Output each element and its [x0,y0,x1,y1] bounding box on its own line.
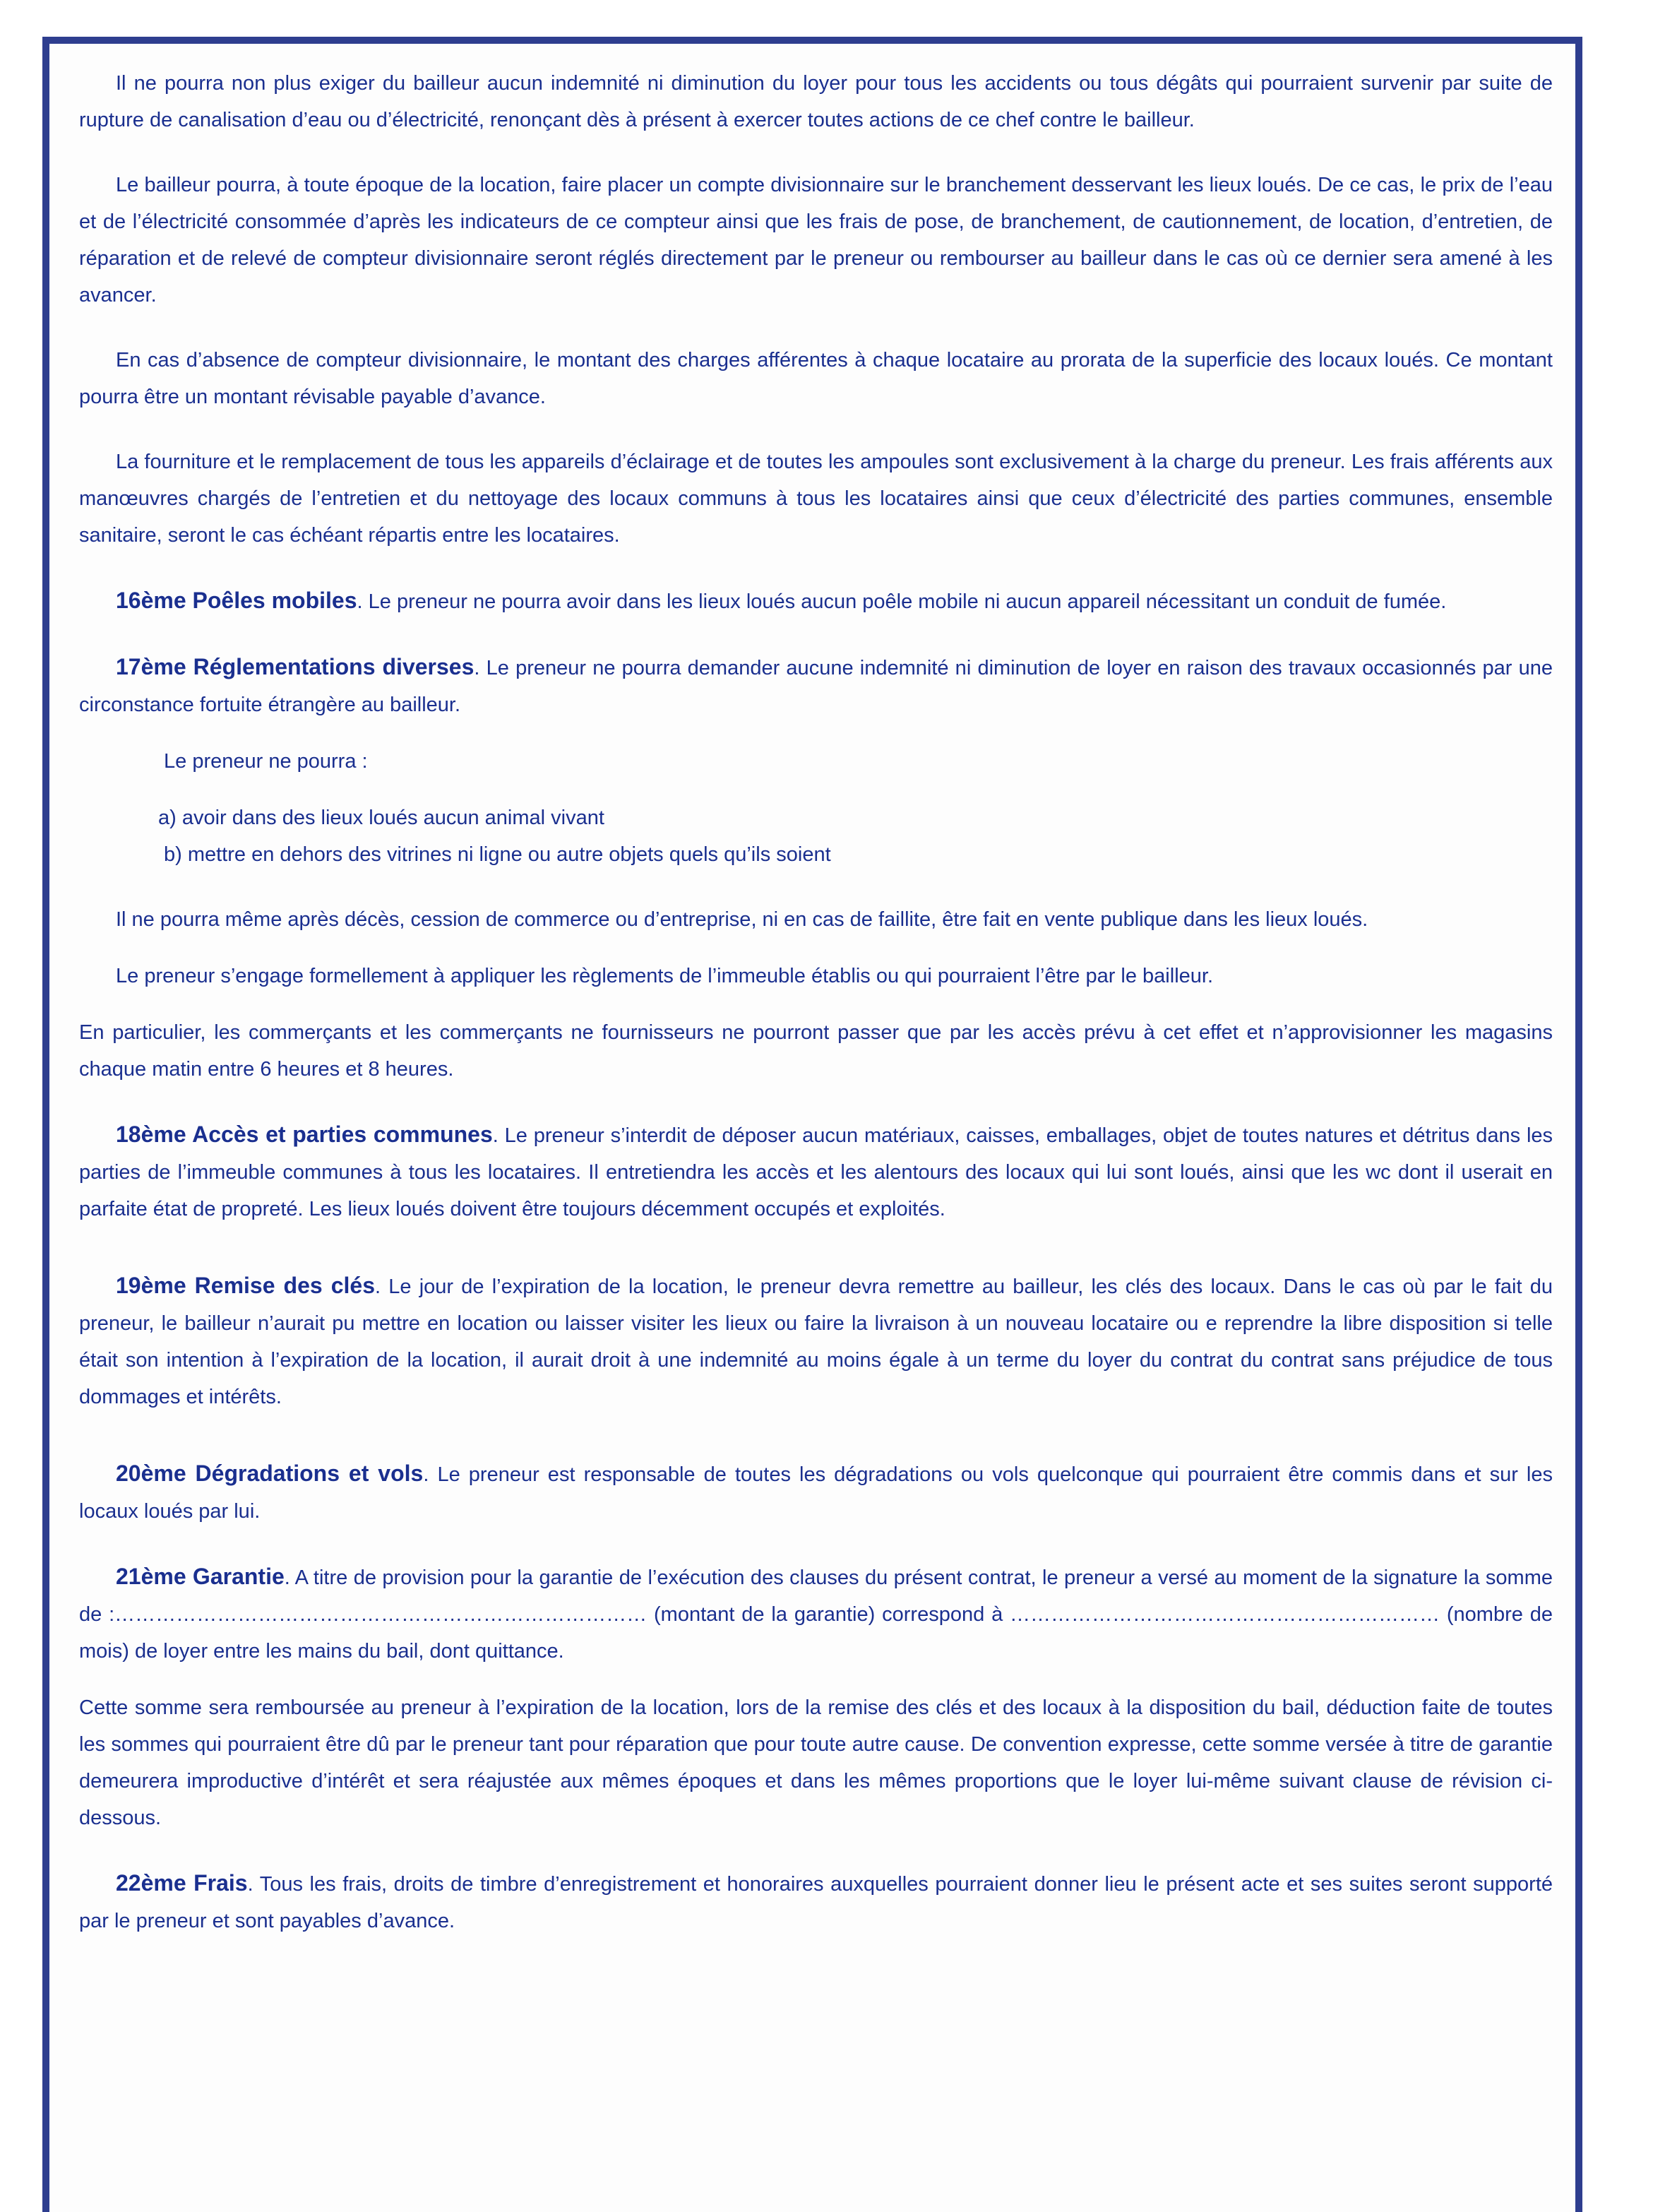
clause-20-text: . Le preneur est responsable de toutes les dégradations ou vols quelconque qui pourraient être commis dans et sur les locaux loués par lui. [79,1463,1553,1523]
clause-18 [79,1116,1553,1227]
paragraph-divisional-meter: Le bailleur pourra, à toute époque de la location, faire placer un compte divisionnaire sur le branchement desservant les lieux loués. De ce cas, le prix de l’eau et de l’électricité consommée d’après les indicateurs de ce compteur ainsi que les frais de pose, de branchement, de cautionnement, de location, d’entretien, de réparation et de relevé de compteur divisionnaire seront réglés directement par le preneur ou rembourser au bailleur dans le cas où ce dernier sera amené à les avancer. [79,174,1553,307]
clause-21-text: . A titre de provision pour la garantie de l’exécution des clauses du présent contrat, le preneur a versé au moment de la signature la somme de :…………………………………………………………………… (montant de la garantie) correspond à ……………………………………………………… (nombre de mois) de loyer entre les mains du bail, dont quittance. [79,1566,1553,1663]
clause-21-title: 21ème Garantie [116,1564,285,1589]
clause-17-title: 17ème Réglementations diverses [116,654,475,679]
clause-22-text: . Tous les frais, droits de timbre d’enregistrement et honoraires auxquelles pourraient donner lieu le présent acte et ses suites seront supporté par le preneur et sont payables d’avance. [79,1873,1553,1932]
clause-22 [79,1865,1553,1939]
clause-20-title: 20ème Dégradations et vols [116,1461,424,1486]
clause-18-text: . Le preneur s’interdit de déposer aucun matériaux, caisses, emballages, objet de toutes natures et détritus dans les parties de l’immeuble communes à tous les locataires. Il entretiendra les accès et les alentours des locaux qui lui sont loués, ainsi que les wc dont il userait en parfaite état de propreté. Les lieux loués doivent être toujours décemment occupés et exploités. [79,1124,1553,1220]
paragraph-no-meter: En cas d’absence de compteur divisionnaire, le montant des charges afférentes à chaque locataire au prorata de la superficie des locaux loués. Ce montant pourra être un montant révisable payable d’avance. [79,349,1553,408]
clause-17 [79,648,1553,723]
paragraph-lighting-supplies: La fourniture et le remplacement de tous les appareils d’éclairage et de toutes les ampoules sont exclusivement à la charge du preneur. Les frais afférents aux manœuvres chargés de l’entretien et du nettoyage des locaux communs à tous les locataires ainsi que ceux d’électricité des parties communes, ensemble sanitaire, seront le cas échéant répartis entre les locataires. [79,451,1553,547]
document-body [79,65,1553,1939]
paragraph-damages: Il ne pourra non plus exiger du bailleur aucun indemnité ni diminution du loyer pour tous les accidents ou tous dégâts qui pourraient survenir par suite de rupture de canalisation d’eau ou d’électricité, renonçant dès à présent à exercer toutes actions de ce chef contre le bailleur. [79,72,1553,131]
clause-18-title: 18ème Accès et parties communes [116,1122,493,1147]
clause-22-title: 22ème Frais [116,1870,248,1896]
page-border-frame [42,37,1582,2212]
clause-16-text: . Le preneur ne pourra avoir dans les lieux loués aucun poêle mobile ni aucun appareil nécessitant un conduit de fumée. [357,590,1447,613]
clause-17-list-intro: Le preneur ne pourra : [164,750,368,773]
clause-16 [79,582,1553,620]
clause-17-item-b: b) mettre en dehors des vitrines ni ligne ou autre objets quels qu’ils soient [164,843,831,866]
clause-19-text: . Le jour de l’expiration de la location, le preneur devra remettre au bailleur, les clés des locaux. Dans le cas où par le fait du preneur, le bailleur n’aurait pu mettre en location ou laisser visiter les lieux ou faire la livraison à un nouveau locataire ou e reprendre la libre disposition si telle était son intention à l’expiration de la location, il aurait droit à une indemnité au moins égale à un terme du loyer du contrat du contrat sans préjudice de tous dommages et intérêts. [79,1276,1553,1408]
clause-21 [79,1558,1553,1670]
clause-20 [79,1455,1553,1530]
clause-17-building-rules: Le preneur s’engage formellement à appliquer les règlements de l’immeuble établis ou qui pourraient l’être par le bailleur. [116,965,1214,987]
clause-17-public-sale: Il ne pourra même après décès, cession de commerce ou d’entreprise, ni en cas de faillite, être fait en vente publique dans les lieux loués. [116,908,1368,931]
clause-16-title: 16ème Poêles mobiles [116,588,357,613]
clause-17-merchants: En particulier, les commerçants et les commerçants ne fournisseurs ne pourront passer que par les accès prévu à cet effet et n’approvisionner les magasins chaque matin entre 6 heures et 8 heures. [79,1021,1553,1081]
clause-21-refund: Cette somme sera remboursée au preneur à l’expiration de la location, lors de la remise des clés et des locaux à la disposition du bail, déduction faite de toutes les sommes qui pourraient être dû par le preneur tant pour réparation que pour toute autre cause. De convention expresse, cette somme versée à titre de garantie demeurera improductive d’intérêt et sera réajustée aux mêmes époques et dans les mêmes proportions que le loyer lui-même suivant clause de révision ci-dessous. [79,1696,1553,1829]
clause-17-text: . Le preneur ne pourra demander aucune indemnité ni diminution de loyer en raison des travaux occasionnés par une circonstance fortuite étrangère au bailleur. [79,657,1553,716]
clause-17-item-a: a) avoir dans des lieux loués aucun animal vivant [158,807,604,829]
clause-19 [79,1267,1553,1415]
clause-19-title: 19ème Remise des clés [116,1273,376,1298]
